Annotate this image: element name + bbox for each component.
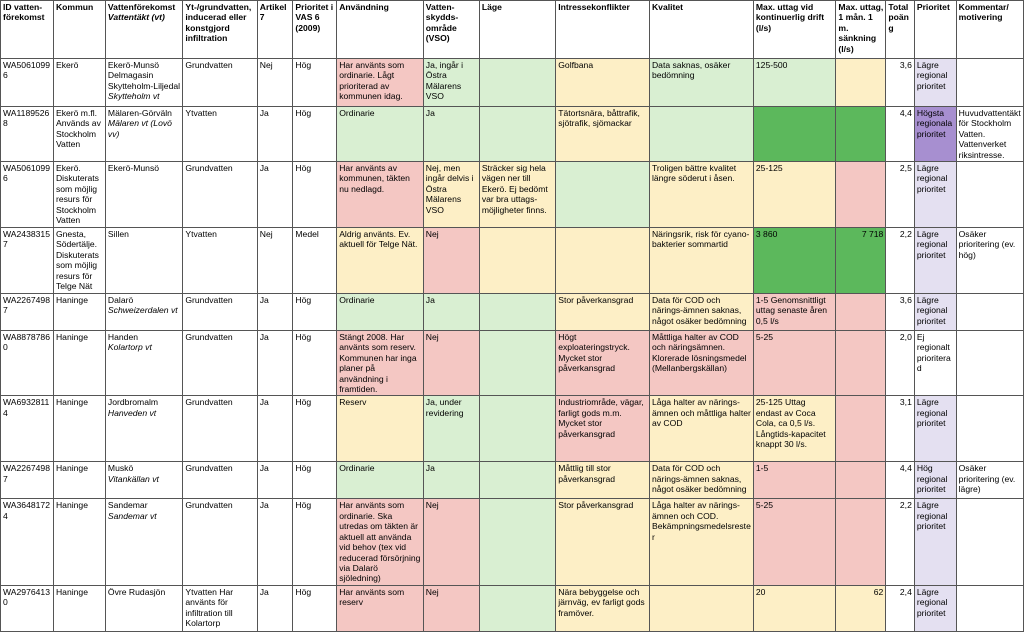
cell-kvalitet: Data saknas, osäker bedömning bbox=[649, 59, 753, 107]
cell-max-kont: 5-25 bbox=[753, 331, 836, 396]
cell-intresse: Högt exploateringstryck. Mycket stor påverkansgrad bbox=[556, 331, 650, 396]
vf-name: Ekerö-Munsö bbox=[107, 163, 160, 174]
cell-lage: Sträcker sig hela vägen ner till Ekerö. Ej bedömt var bra uttags-möjligheter finns. bbox=[479, 162, 555, 228]
cell-id: WA69328114 bbox=[1, 396, 54, 462]
vf-name: Dalarö bbox=[107, 295, 134, 306]
cell-id: WA36481724 bbox=[1, 499, 54, 585]
cell-prio-vas: Hög bbox=[293, 331, 337, 396]
cell-anvandning: Har använts som reserv bbox=[337, 585, 424, 631]
cell-prioritet: Lägre regional prioritet bbox=[914, 396, 956, 462]
cell-max-1man bbox=[836, 162, 886, 228]
cell-total: 2,2 bbox=[886, 228, 915, 294]
cell-prioritet: Högsta regionala prioritet bbox=[914, 107, 956, 162]
cell-id: WA24383157 bbox=[1, 228, 54, 294]
cell-kommentar: Huvudvattentäkt för Stockholm Vatten. Vattenverket riksintresse. bbox=[956, 107, 1023, 162]
cell-id: WA11895268 bbox=[1, 107, 54, 162]
cell-max-kont bbox=[753, 107, 836, 162]
cell-vso: Ja bbox=[423, 294, 479, 331]
cell-kommentar: Osäker prioritering (ev. hög) bbox=[956, 228, 1023, 294]
cell-intresse bbox=[556, 228, 650, 294]
cell-vso: Nej bbox=[423, 228, 479, 294]
cell-kommentar bbox=[956, 59, 1023, 107]
cell-vattenforekomst bbox=[105, 294, 182, 331]
header-max-kont: Max. uttag vid kontinuerlig drift (l/s) bbox=[753, 1, 836, 59]
cell-vso: Ja, under revidering bbox=[423, 396, 479, 462]
table-row bbox=[1, 331, 1024, 396]
cell-max-kont: 3 860 bbox=[753, 228, 836, 294]
cell-kommun: Haninge bbox=[53, 396, 105, 462]
cell-id: WA50610996 bbox=[1, 162, 54, 228]
cell-prioritet: Lägre regional prioritet bbox=[914, 162, 956, 228]
cell-lage bbox=[479, 499, 555, 585]
cell-vso: Ja bbox=[423, 462, 479, 499]
vf-name: Ekerö-Munsö Delmagasin Skytteholm-Liljedal bbox=[107, 60, 181, 91]
cell-vattenforekomst bbox=[105, 228, 182, 294]
header-kommun: Kommun bbox=[53, 1, 105, 59]
cell-max-kont: 1-5 Genomsnittligt uttag senaste åren 0,5 l/s bbox=[753, 294, 836, 331]
cell-kommun: Haninge bbox=[53, 585, 105, 631]
header-id: ID vatten-förekomst bbox=[1, 1, 54, 59]
cell-max-1man bbox=[836, 499, 886, 585]
table-row bbox=[1, 162, 1024, 228]
cell-total: 2,0 bbox=[886, 331, 915, 396]
cell-lage bbox=[479, 107, 555, 162]
cell-yt: Grundvatten bbox=[183, 462, 257, 499]
cell-kvalitet bbox=[649, 585, 753, 631]
cell-yt: Ytvatten bbox=[183, 228, 257, 294]
vf-takt: Vitankällan vt bbox=[107, 473, 159, 484]
cell-prio-vas: Hög bbox=[293, 294, 337, 331]
cell-prio-vas: Hög bbox=[293, 396, 337, 462]
cell-id: WA88787860 bbox=[1, 331, 54, 396]
cell-intresse: Måttlig till stor påverkansgrad bbox=[556, 462, 650, 499]
cell-artikel: Nej bbox=[257, 59, 293, 107]
cell-id: WA22674987 bbox=[1, 294, 54, 331]
cell-yt: Grundvatten bbox=[183, 331, 257, 396]
cell-yt: Grundvatten bbox=[183, 294, 257, 331]
cell-kommentar bbox=[956, 331, 1023, 396]
cell-kommun: Ekerö bbox=[53, 59, 105, 107]
cell-id: WA50610996 bbox=[1, 59, 54, 107]
vf-name: Övre Rudasjön bbox=[107, 586, 166, 597]
table-row bbox=[1, 107, 1024, 162]
header-kvalitet: Kvalitet bbox=[649, 1, 753, 59]
cell-total: 3,1 bbox=[886, 396, 915, 462]
cell-intresse: Golfbana bbox=[556, 59, 650, 107]
cell-vattenforekomst bbox=[105, 331, 182, 396]
cell-kommentar bbox=[956, 585, 1023, 631]
cell-vattenforekomst bbox=[105, 162, 182, 228]
vf-takt: Schweizerdalen vt bbox=[107, 305, 178, 316]
cell-kommentar bbox=[956, 499, 1023, 585]
cell-max-kont: 1-5 bbox=[753, 462, 836, 499]
cell-prioritet: Hög regional prioritet bbox=[914, 462, 956, 499]
cell-anvandning: Reserv bbox=[337, 396, 424, 462]
cell-max-1man bbox=[836, 294, 886, 331]
cell-lage bbox=[479, 294, 555, 331]
header-vso: Vatten-skydds-område (VSO) bbox=[423, 1, 479, 59]
cell-vattenforekomst bbox=[105, 396, 182, 462]
cell-total: 3,6 bbox=[886, 294, 915, 331]
cell-prioritet: Lägre regional prioritet bbox=[914, 59, 956, 107]
cell-vattenforekomst bbox=[105, 462, 182, 499]
cell-kommentar bbox=[956, 162, 1023, 228]
cell-id: WA29764130 bbox=[1, 585, 54, 631]
cell-max-kont: 20 bbox=[753, 585, 836, 631]
cell-vattenforekomst bbox=[105, 107, 182, 162]
table-row bbox=[1, 462, 1024, 499]
cell-total: 3,6 bbox=[886, 59, 915, 107]
vf-name: Sillen bbox=[107, 229, 129, 240]
cell-kommun: Ekerö. Diskuterats som möjlig resurs för Stockholm Vatten bbox=[53, 162, 105, 228]
cell-prioritet: Ej regionalt prioriterad bbox=[914, 331, 956, 396]
cell-lage bbox=[479, 228, 555, 294]
cell-yt: Ytvatten bbox=[183, 107, 257, 162]
cell-max-1man: 7 718 bbox=[836, 228, 886, 294]
cell-artikel: Nej bbox=[257, 228, 293, 294]
cell-max-kont: 125-500 bbox=[753, 59, 836, 107]
cell-kvalitet: Data för COD och närings-ämnen saknas, något osäker bedömning bbox=[649, 294, 753, 331]
cell-kommun: Haninge bbox=[53, 462, 105, 499]
cell-artikel: Ja bbox=[257, 462, 293, 499]
header-lage: Läge bbox=[479, 1, 555, 59]
cell-max-1man bbox=[836, 396, 886, 462]
cell-vso: Nej bbox=[423, 499, 479, 585]
cell-artikel: Ja bbox=[257, 294, 293, 331]
cell-yt: Grundvatten bbox=[183, 162, 257, 228]
vf-takt: Skytteholm vt bbox=[107, 91, 160, 102]
cell-anvandning: Ordinarie bbox=[337, 462, 424, 499]
cell-kvalitet bbox=[649, 107, 753, 162]
cell-kommentar bbox=[956, 294, 1023, 331]
header-intresse: Intressekonflikter bbox=[556, 1, 650, 59]
cell-total: 2,4 bbox=[886, 585, 915, 631]
cell-kommentar bbox=[956, 396, 1023, 462]
cell-total: 4,4 bbox=[886, 107, 915, 162]
cell-id: WA22674987 bbox=[1, 462, 54, 499]
cell-vso: Ja bbox=[423, 107, 479, 162]
cell-max-1man: 62 bbox=[836, 585, 886, 631]
cell-artikel: Ja bbox=[257, 331, 293, 396]
cell-max-1man bbox=[836, 331, 886, 396]
cell-kvalitet: Näringsrik, risk för cyano-bakterier sommartid bbox=[649, 228, 753, 294]
cell-max-kont: 5-25 bbox=[753, 499, 836, 585]
cell-prioritet: Lägre regional prioritet bbox=[914, 228, 956, 294]
header-prio-vas: Prioritet i VAS 6 (2009) bbox=[293, 1, 337, 59]
header-vattenforekomst-label: Vattenförekomst bbox=[107, 2, 176, 12]
cell-lage bbox=[479, 59, 555, 107]
vf-name: Mälaren-Görväln bbox=[107, 108, 172, 118]
cell-anvandning: Ordinarie bbox=[337, 294, 424, 331]
header-kommentar: Kommentar/ motivering bbox=[956, 1, 1023, 59]
table-row bbox=[1, 59, 1024, 107]
cell-lage bbox=[479, 396, 555, 462]
cell-total: 2,5 bbox=[886, 162, 915, 228]
cell-prio-vas: Hög bbox=[293, 59, 337, 107]
cell-anvandning: Aldrig använts. Ev. aktuell för Telge Nät. bbox=[337, 228, 424, 294]
cell-max-1man bbox=[836, 59, 886, 107]
cell-max-kont: 25-125 Uttag endast av Coca Cola, ca 0,5 l/s. Långtids-kapacitet knappt 30 l/s. bbox=[753, 396, 836, 462]
cell-vso: Nej bbox=[423, 331, 479, 396]
cell-intresse bbox=[556, 162, 650, 228]
cell-yt: Grundvatten bbox=[183, 499, 257, 585]
cell-prio-vas: Hög bbox=[293, 107, 337, 162]
cell-prio-vas: Hög bbox=[293, 162, 337, 228]
cell-vattenforekomst bbox=[105, 585, 182, 631]
cell-vso: Nej, men ingår delvis i Östra Mälarens VSO bbox=[423, 162, 479, 228]
header-artikel: Artikel 7 bbox=[257, 1, 293, 59]
cell-prio-vas: Hög bbox=[293, 585, 337, 631]
cell-kommun: Haninge bbox=[53, 331, 105, 396]
cell-kvalitet: Låga halter av närings-ämnen och COD. Bekämpningsmedelsrester bbox=[649, 499, 753, 585]
vf-name: Jordbromalm bbox=[107, 397, 159, 408]
cell-kommun: Ekerö m.fl. Används av Stockholm Vatten bbox=[53, 107, 105, 162]
cell-yt: Ytvatten Har använts för infiltration till Kolartorp bbox=[183, 585, 257, 631]
vf-takt: Hanveden vt bbox=[107, 407, 157, 418]
header-total: Total poäng bbox=[886, 1, 915, 59]
cell-vso: Nej bbox=[423, 585, 479, 631]
cell-intresse: Stor påverkansgrad bbox=[556, 499, 650, 585]
vf-name: Handen bbox=[107, 332, 139, 343]
cell-anvandning: Ordinarie bbox=[337, 107, 424, 162]
cell-kvalitet: Måttliga halter av COD och näringsämnen. Klorerade lösningsmedel (Mellanbergskällan) bbox=[649, 331, 753, 396]
vf-name: Muskö bbox=[107, 463, 134, 474]
cell-max-1man bbox=[836, 107, 886, 162]
cell-prio-vas: Hög bbox=[293, 462, 337, 499]
cell-anvandning: Har använts som ordinarie. Lågt prioriterad av kommunen idag. bbox=[337, 59, 424, 107]
header-max-1man: Max. uttag, 1 mån. 1 m. sänkning (l/s) bbox=[836, 1, 886, 59]
header-row bbox=[1, 1, 1024, 59]
table-row bbox=[1, 294, 1024, 331]
table-row bbox=[1, 228, 1024, 294]
header-vattentakt-label: Vattentäkt (vt) bbox=[107, 12, 165, 23]
cell-kommentar: Osäker prioritering (ev. lägre) bbox=[956, 462, 1023, 499]
cell-max-kont: 25-125 bbox=[753, 162, 836, 228]
cell-max-1man bbox=[836, 462, 886, 499]
cell-intresse: Industriområde, vägar, farligt gods m.m. Mycket stor påverkansgrad bbox=[556, 396, 650, 462]
cell-prio-vas: Hög bbox=[293, 499, 337, 585]
cell-artikel: Ja bbox=[257, 396, 293, 462]
header-yt: Yt-/grundvatten, inducerad eller konstgjord infiltration bbox=[183, 1, 257, 59]
vf-takt: Sandemar vt bbox=[107, 510, 157, 521]
cell-anvandning: Har använts som ordinarie. Ska utredas om täkten är aktuell att använda vid behov (tex vid reducerad försörjning via Dalarö sjöledning) bbox=[337, 499, 424, 585]
cell-artikel: Ja bbox=[257, 499, 293, 585]
vf-name: Sandemar bbox=[107, 500, 148, 511]
cell-artikel: Ja bbox=[257, 162, 293, 228]
cell-anvandning: Stängt 2008. Har använts som reserv. Kommunen har inga planer på användning i framtiden. bbox=[337, 331, 424, 396]
cell-prioritet: Lägre regional prioritet bbox=[914, 499, 956, 585]
cell-kvalitet: Låga halter av närings-ämnen och måttliga halter av COD bbox=[649, 396, 753, 462]
cell-kommun: Haninge bbox=[53, 294, 105, 331]
cell-artikel: Ja bbox=[257, 107, 293, 162]
cell-prio-vas: Medel bbox=[293, 228, 337, 294]
cell-anvandning: Har använts av kommunen, täkten nu nedlagd. bbox=[337, 162, 424, 228]
cell-vso: Ja, ingår i Östra Mälarens VSO bbox=[423, 59, 479, 107]
vf-takt: Mälaren vt (Lovö vv) bbox=[107, 118, 172, 139]
table-row bbox=[1, 499, 1024, 585]
cell-intresse: Stor påverkansgrad bbox=[556, 294, 650, 331]
cell-intresse: Nära bebyggelse och järnväg, ev farligt gods framöver. bbox=[556, 585, 650, 631]
vf-takt: Kolartorp vt bbox=[107, 342, 152, 353]
cell-lage bbox=[479, 462, 555, 499]
cell-lage bbox=[479, 585, 555, 631]
cell-kommun: Haninge bbox=[53, 499, 105, 585]
cell-yt: Grundvatten bbox=[183, 396, 257, 462]
cell-kvalitet: Data för COD och närings-ämnen saknas, något osäker bedömning bbox=[649, 462, 753, 499]
cell-prioritet: Lägre regional prioritet bbox=[914, 294, 956, 331]
header-vattenforekomst bbox=[105, 1, 182, 59]
header-prioritet: Prioritet bbox=[914, 1, 956, 59]
cell-vattenforekomst bbox=[105, 499, 182, 585]
cell-lage bbox=[479, 331, 555, 396]
cell-intresse: Tätortsnära, båttrafik, sjötrafik, sjömackar bbox=[556, 107, 650, 162]
table-row bbox=[1, 585, 1024, 631]
cell-vattenforekomst bbox=[105, 59, 182, 107]
header-anvandning: Användning bbox=[337, 1, 424, 59]
table-row bbox=[1, 396, 1024, 462]
cell-kvalitet: Troligen bättre kvalitet längre söderut i åsen. bbox=[649, 162, 753, 228]
cell-yt: Grundvatten bbox=[183, 59, 257, 107]
cell-artikel: Ja bbox=[257, 585, 293, 631]
cell-total: 4,4 bbox=[886, 462, 915, 499]
cell-kommun: Gnesta, Södertälje. Diskuterats som möjlig resurs för Telge Nät bbox=[53, 228, 105, 294]
cell-prioritet: Lägre regional prioritet bbox=[914, 585, 956, 631]
cell-total: 2,2 bbox=[886, 499, 915, 585]
